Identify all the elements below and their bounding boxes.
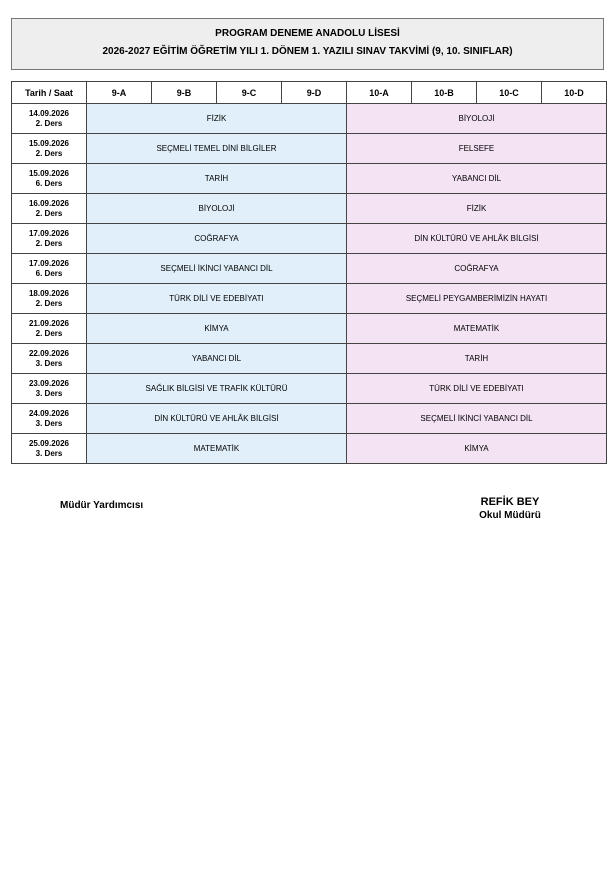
exam-period: 2. Ders bbox=[35, 148, 63, 158]
table-row bbox=[12, 374, 607, 404]
table-row bbox=[12, 194, 607, 224]
grade9-exam: MATEMATİK bbox=[87, 434, 347, 464]
column-header-9d: 9-D bbox=[282, 82, 347, 104]
date-cell bbox=[12, 104, 87, 134]
table-row bbox=[12, 344, 607, 374]
grade10-exam: FİZİK bbox=[347, 194, 607, 224]
grade10-exam: SEÇMELİ İKİNCİ YABANCI DİL bbox=[347, 404, 607, 434]
grade9-exam: SEÇMELİ İKİNCİ YABANCI DİL bbox=[87, 254, 347, 284]
exam-period: 2. Ders bbox=[35, 298, 63, 308]
exam-period: 3. Ders bbox=[35, 358, 63, 368]
grade10-exam: SEÇMELİ PEYGAMBERİMİZİN HAYATI bbox=[347, 284, 607, 314]
exam-date: 15.09.2026 bbox=[28, 168, 70, 178]
column-header-10a: 10-A bbox=[347, 82, 412, 104]
date-cell bbox=[12, 164, 87, 194]
exam-period: 2. Ders bbox=[35, 238, 63, 248]
grade9-exam: DİN KÜLTÜRÜ VE AHLÂK BİLGİSİ bbox=[87, 404, 347, 434]
date-cell bbox=[12, 374, 87, 404]
grade10-exam: COĞRAFYA bbox=[347, 254, 607, 284]
date-cell bbox=[12, 134, 87, 164]
exam-period: 2. Ders bbox=[35, 118, 63, 128]
exam-period: 2. Ders bbox=[35, 328, 63, 338]
exam-date: 17.09.2026 bbox=[28, 258, 70, 268]
table-row bbox=[12, 404, 607, 434]
exam-date: 18.09.2026 bbox=[28, 288, 70, 298]
date-cell bbox=[12, 284, 87, 314]
column-header-9a: 9-A bbox=[87, 82, 152, 104]
date-cell bbox=[12, 314, 87, 344]
date-cell bbox=[12, 434, 87, 464]
exam-date: 16.09.2026 bbox=[28, 198, 70, 208]
school-name: PROGRAM DENEME ANADOLU LİSESİ bbox=[215, 28, 400, 39]
grade10-exam: DİN KÜLTÜRÜ VE AHLÂK BİLGİSİ bbox=[347, 224, 607, 254]
grade9-exam: SAĞLIK BİLGİSİ VE TRAFİK KÜLTÜRÜ bbox=[87, 374, 347, 404]
table-row bbox=[12, 254, 607, 284]
principal-name: REFİK BEY bbox=[480, 496, 540, 508]
exam-schedule-title: 2026-2027 EĞİTİM ÖĞRETİM YILI 1. DÖNEM 1. YAZILI SINAV TAKVİMİ (9, 10. SINIFLAR) bbox=[102, 46, 513, 57]
exam-schedule-table bbox=[11, 81, 607, 464]
exam-period: 2. Ders bbox=[35, 208, 63, 218]
grade9-exam: FİZİK bbox=[87, 104, 347, 134]
grade10-exam: MATEMATİK bbox=[347, 314, 607, 344]
exam-date: 14.09.2026 bbox=[28, 108, 70, 118]
table-row bbox=[12, 104, 607, 134]
exam-period: 3. Ders bbox=[35, 388, 63, 398]
vice-principal-signature: Müdür Yardımcısı bbox=[60, 500, 144, 511]
date-time-header: Tarih / Saat bbox=[12, 82, 87, 104]
exam-date: 17.09.2026 bbox=[28, 228, 70, 238]
grade9-exam: TÜRK DİLİ VE EDEBİYATI bbox=[87, 284, 347, 314]
column-header-10b: 10-B bbox=[412, 82, 477, 104]
exam-date: 15.09.2026 bbox=[28, 138, 70, 148]
date-cell bbox=[12, 344, 87, 374]
column-header-10d: 10-D bbox=[542, 82, 607, 104]
table-row bbox=[12, 224, 607, 254]
grade10-exam: YABANCI DİL bbox=[347, 164, 607, 194]
grade9-exam: BİYOLOJİ bbox=[87, 194, 347, 224]
exam-date: 23.09.2026 bbox=[28, 378, 70, 388]
grade9-exam: TARİH bbox=[87, 164, 347, 194]
grade10-exam: TÜRK DİLİ VE EDEBİYATI bbox=[347, 374, 607, 404]
grade10-exam: TARİH bbox=[347, 344, 607, 374]
grade10-exam: BİYOLOJİ bbox=[347, 104, 607, 134]
exam-date: 25.09.2026 bbox=[28, 438, 70, 448]
date-cell bbox=[12, 254, 87, 284]
table-header-row bbox=[12, 82, 607, 104]
grade9-exam: YABANCI DİL bbox=[87, 344, 347, 374]
table-row bbox=[12, 284, 607, 314]
table-row bbox=[12, 134, 607, 164]
column-header-10c: 10-C bbox=[477, 82, 542, 104]
date-cell bbox=[12, 224, 87, 254]
column-header-9b: 9-B bbox=[152, 82, 217, 104]
table-row bbox=[12, 434, 607, 464]
grade10-exam: KİMYA bbox=[347, 434, 607, 464]
grade9-exam: COĞRAFYA bbox=[87, 224, 347, 254]
exam-date: 24.09.2026 bbox=[28, 408, 70, 418]
grade9-exam: SEÇMELİ TEMEL DİNİ BİLGİLER bbox=[87, 134, 347, 164]
document-header bbox=[11, 18, 604, 70]
grade9-exam: KİMYA bbox=[87, 314, 347, 344]
principal-signature bbox=[454, 496, 566, 521]
exam-period: 6. Ders bbox=[35, 178, 63, 188]
date-cell bbox=[12, 404, 87, 434]
exam-period: 3. Ders bbox=[35, 418, 63, 428]
principal-title: Okul Müdürü bbox=[479, 510, 541, 521]
column-header-9c: 9-C bbox=[217, 82, 282, 104]
date-cell bbox=[12, 194, 87, 224]
table-row bbox=[12, 164, 607, 194]
exam-period: 6. Ders bbox=[35, 268, 63, 278]
exam-date: 22.09.2026 bbox=[28, 348, 70, 358]
grade10-exam: FELSEFE bbox=[347, 134, 607, 164]
exam-period: 3. Ders bbox=[35, 448, 63, 458]
exam-date: 21.09.2026 bbox=[28, 318, 70, 328]
table-row bbox=[12, 314, 607, 344]
